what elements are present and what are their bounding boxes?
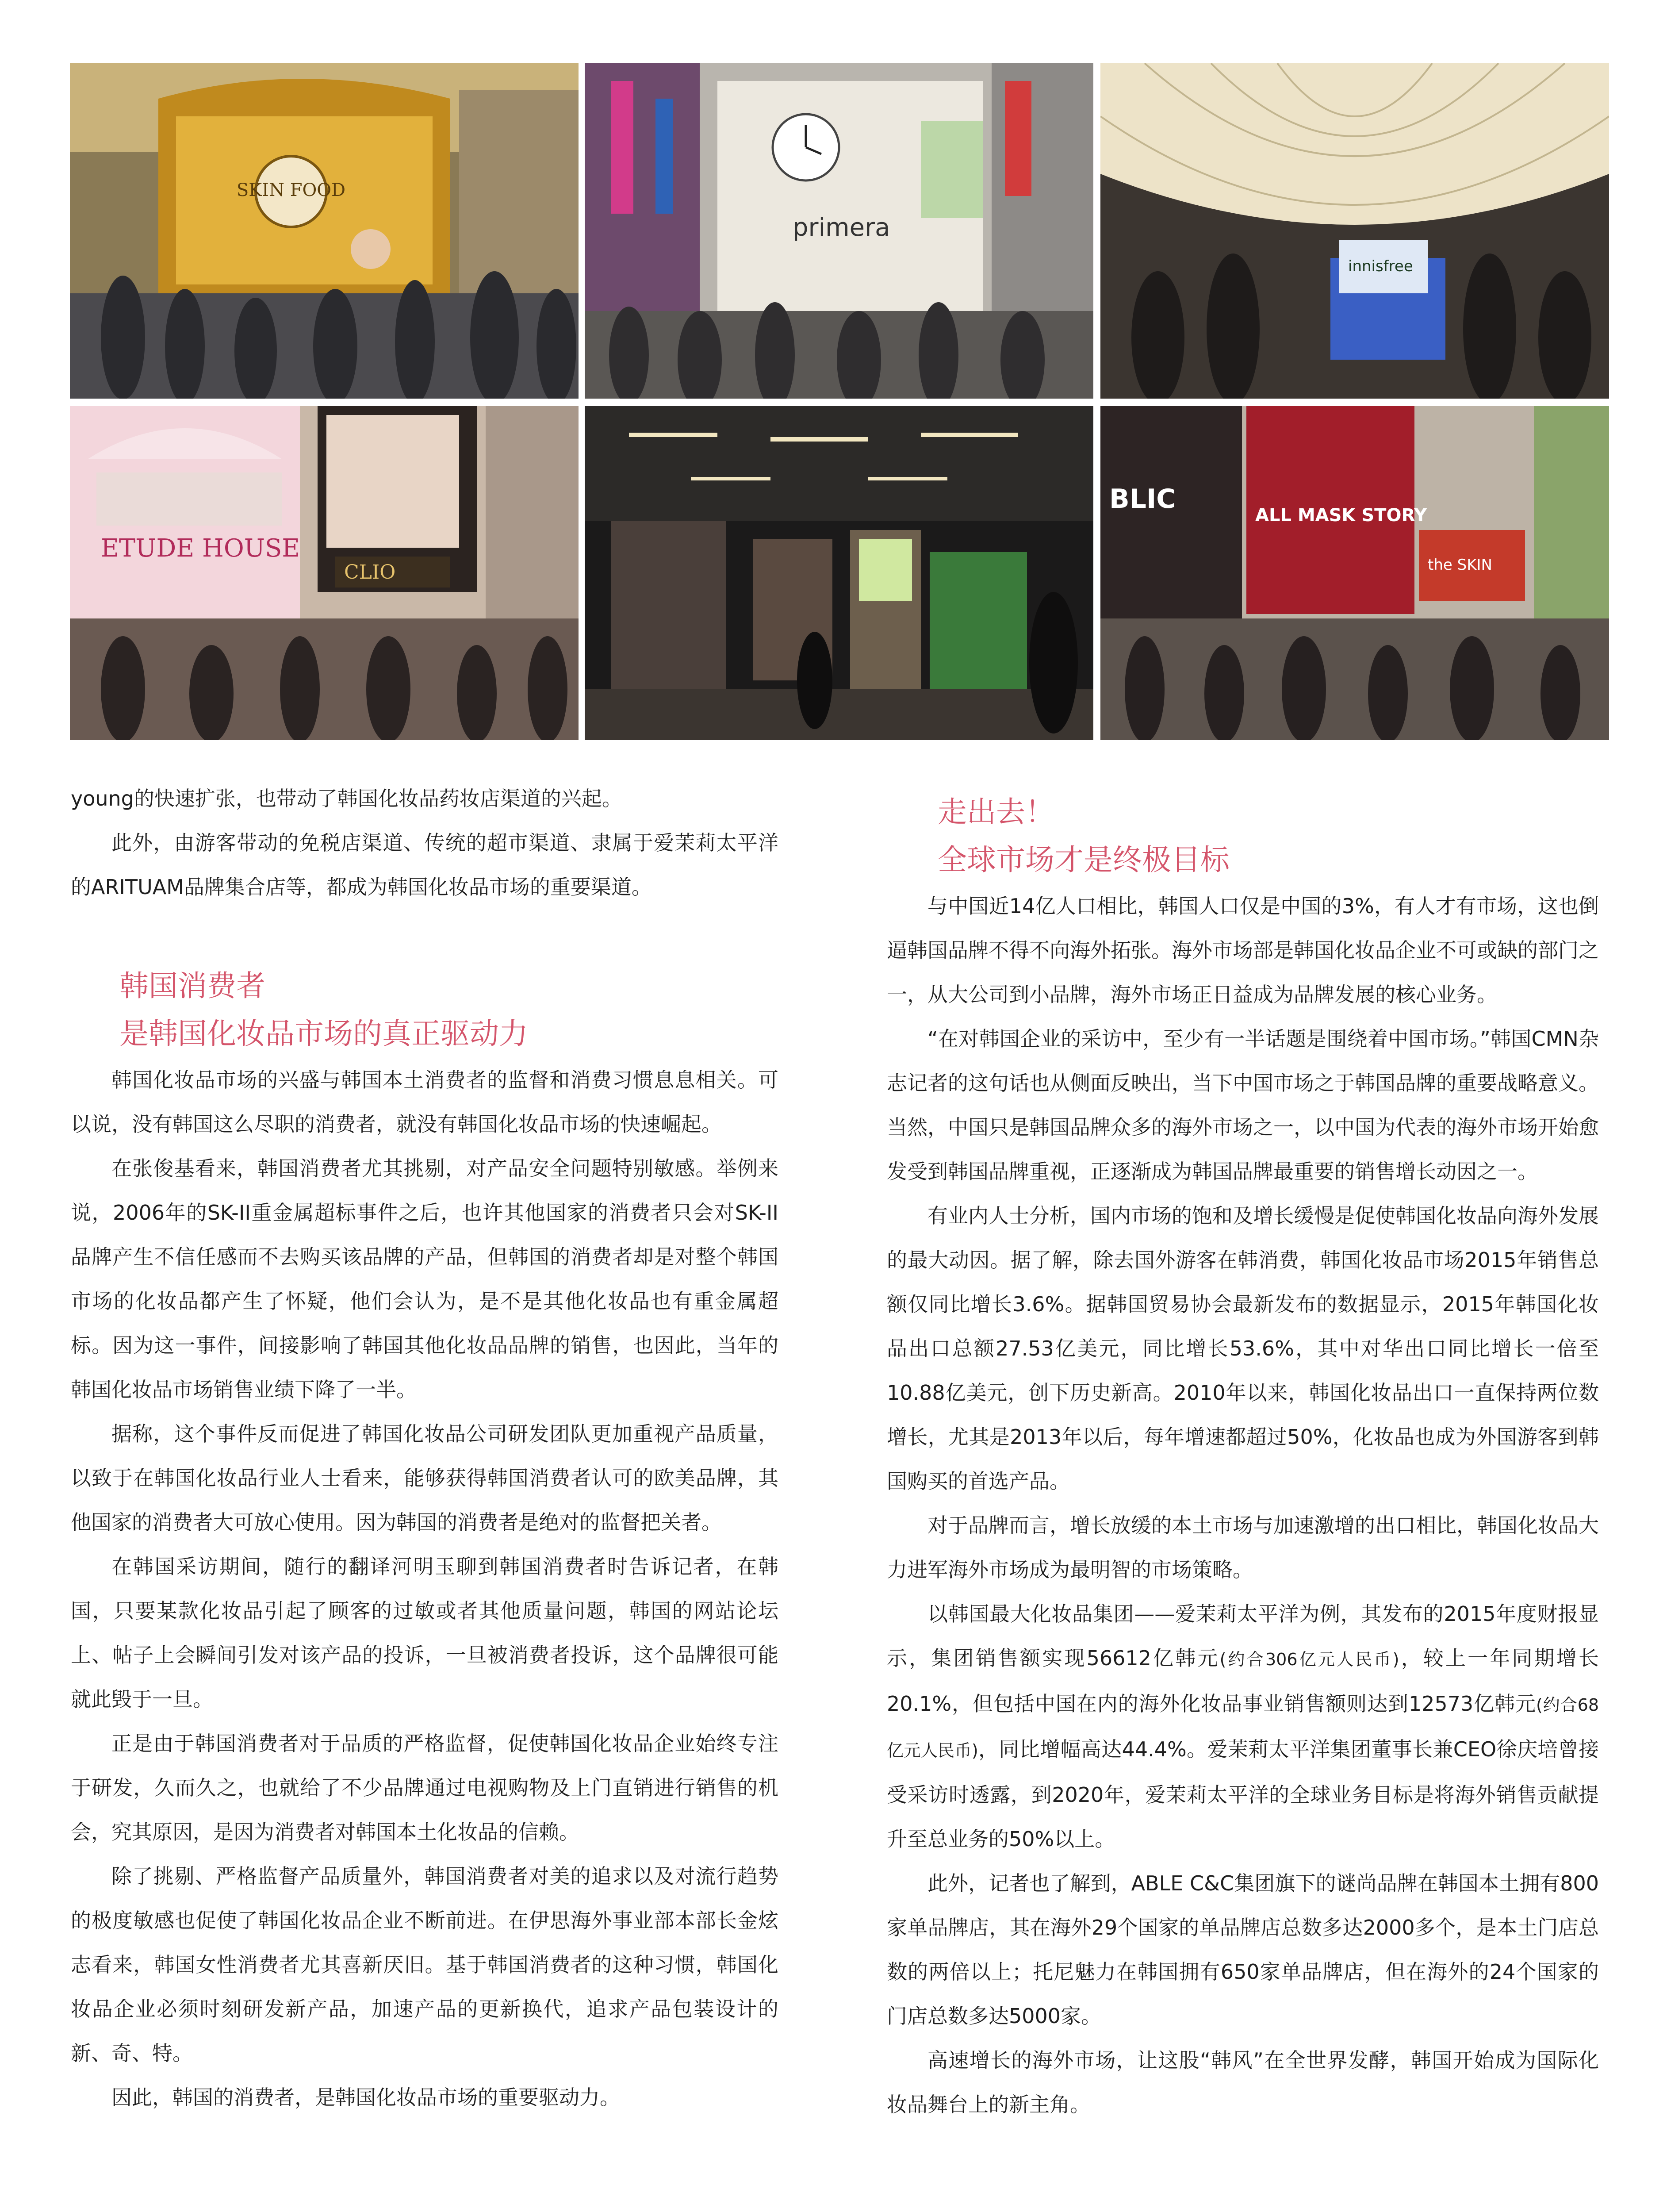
body-paragraph: 因此，韩国的消费者，是韩国化妆品市场的重要驱动力。 (111, 2085, 620, 2109)
innisfree-sign: innisfree (1348, 257, 1413, 275)
body-paragraph: young的快速扩张，也带动了韩国化妆品药妆店渠道的兴起。 (71, 787, 622, 810)
body-paragraph: 此外，记者也了解到，ABLE C&C集团旗下的谜尚品牌在韩国本土拥有800家单品牌店，其在海外29个国家的单品牌店总数多达2000多个，是本土门店总数的两倍以上；托尼魅力在韩国拥有650家单品牌店，但在海外的24个国家的门店总数多达5000家。 (887, 1871, 1599, 2028)
skinfood-sign: SKIN FOOD (236, 180, 346, 200)
photo-etude-house-street (70, 406, 579, 740)
body-paragraph: 对于品牌而言，增长放缓的本土市场与加速激增的出口相比，韩国化妆品大力进军海外市场成为最明智的市场策略。 (887, 1513, 1599, 1582)
photo-store-interior-aisles (585, 406, 1093, 740)
body-paragraph (887, 1592, 1599, 1861)
photo-skinfood-storefront (70, 63, 579, 399)
mask-story-sign: ALL MASK STORY (1255, 505, 1427, 526)
right-column (887, 788, 1599, 2127)
photo-mask-story-street (1100, 406, 1609, 740)
text-run-note: (约合68亿元人民币) (887, 1695, 1599, 1760)
body-paragraph: “在对韩国企业的采访中，至少有一半话题是围绕着中国市场。”韩国CMN杂志记者的这句话也从侧面反映出，当下中国市场之于韩国品牌的重要战略意义。当然，中国只是韩国品牌众多的海外市场之一，以中国为代表的海外市场开始愈发受到韩国品牌重视，正逐渐成为韩国品牌最重要的销售增长动因之一。 (887, 1027, 1599, 1183)
body-paragraph: 有业内人士分析，国内市场的饱和及增长缓慢是促使韩国化妆品向海外发展的最大动因。据了解，除去国外游客在韩消费，韩国化妆品市场2015年销售总额仅同比增长3.6%。据韩国贸易协会最新发布的数据显示，2015年韩国化妆品出口总额27.53亿美元，同比增长53.6%，其中对华出口同比增长一倍至10.88亿美元，创下历史新高。2010年以来，韩国化妆品出口一直保持两位数增长，尤其是2013年以后，每年增速都超过50%，化妆品也成为外国游客到韩国购买的首选产品。 (887, 1204, 1599, 1493)
section-heading: 韩国消费者 (119, 969, 265, 1003)
the-skin-sign: the SKIN (1428, 556, 1492, 574)
body-paragraph: 与中国近14亿人口相比，韩国人口仅是中国的3%，有人才有市场，这也倒逼韩国品牌不得不向海外拓张。海外市场部是韩国化妆品企业不可或缺的部门之一，从大公司到小品牌，海外市场正日益成为品牌发展的核心业务。 (887, 894, 1599, 1006)
body-paragraph: 除了挑剔、严格监督产品质量外，韩国消费者对美的追求以及对流行趋势的极度敏感也促使了韩国化妆品企业不断前进。在伊思海外事业部本部长金炫志看来，韩国女性消费者尤其喜新厌旧。基于韩国消费者的这种习惯，韩国化妆品企业必须时刻研发新产品，加速产品的更新换代，追求产品包装设计的新、奇、特。 (71, 1864, 778, 2065)
section-subheading: 是韩国化妆品市场的真正驱动力 (119, 1017, 528, 1051)
etude-house-sign: ETUDE HOUSE (101, 534, 300, 563)
body-paragraph: 在张俊基看来，韩国消费者尤其挑剔，对产品安全问题特别敏感。举例来说，2006年的SK-II重金属超标事件之后，也许其他国家的消费者只会对SK-II品牌产生不信任感而不去购买该品牌的产品，但韩国的消费者却是对整个韩国市场的化妆品都产生了怀疑，他们会认为，是不是其他化妆品也有重金属超标。因为这一事件，间接影响了韩国其他化妆品品牌的销售，也因此，当年的韩国化妆品市场销售业绩下降了一半。 (71, 1156, 778, 1402)
body-paragraph: 高速增长的海外市场，让这股“韩风”在全世界发酵，韩国开始成为国际化妆品舞台上的新主角。 (887, 2048, 1599, 2116)
text-run: ，同比增幅高达44.4%。爱茉莉太平洋集团董事长兼CEO徐庆培曾接受采访时透露，到2020年，爱茉莉太平洋的全球业务目标是将海外销售贡献提升至总业务的50%以上。 (887, 1737, 1599, 1851)
text-run: 以韩国最大化妆品集团——爱茉莉太平洋为例，其发布的2015年度财报显示，集团销售额实现56612亿韩元 (887, 1602, 1599, 1670)
section-subheading: 全球市场才是终极目标 (938, 843, 1230, 877)
photo-primera-storefront (585, 63, 1093, 399)
photo-innisfree-interior (1100, 63, 1609, 399)
body-paragraph: 据称，这个事件反而促进了韩国化妆品公司研发团队更加重视产品质量，以致于在韩国化妆品行业人士看来，能够获得韩国消费者认可的欧美品牌，其他国家的消费者大可放心使用。因为韩国的消费者是绝对的监督把关者。 (71, 1422, 778, 1534)
body-paragraph: 此外，由游客带动的免税店渠道、传统的超市渠道、隶属于爱茉莉太平洋的ARITUAM品牌集合店等，都成为韩国化妆品市场的重要渠道。 (71, 831, 778, 899)
body-paragraph: 在韩国采访期间，随行的翻译河明玉聊到韩国消费者时告诉记者，在韩国，只要某款化妆品引起了顾客的过敏或者其他质量问题，韩国的网站论坛上、帖子上会瞬间引发对该产品的投诉，一旦被消费者投诉，这个品牌很可能就此毁于一旦。 (71, 1555, 778, 1711)
text-run: ，较上一年同期增长20.1%，但包括中国在内的海外化妆品事业销售额则达到12573亿韩元 (887, 1646, 1599, 1716)
left-column (71, 776, 778, 2120)
clio-sign: CLIO (344, 561, 396, 584)
primera-sign: primera (793, 213, 890, 242)
body-paragraph: 韩国化妆品市场的兴盛与韩国本土消费者的监督和消费习惯息息相关。可以说，没有韩国这么尽职的消费者，就没有韩国化妆品市场的快速崛起。 (71, 1068, 778, 1136)
section-heading: 走出去！ (938, 795, 1054, 829)
svg-text:BLIC: BLIC (1109, 484, 1176, 515)
text-run-note: (约合306亿元人民币) (1219, 1650, 1399, 1669)
body-paragraph: 正是由于韩国消费者对于品质的严格监督，促使韩国化妆品企业始终专注于研发，久而久之，也就给了不少品牌通过电视购物及上门直销进行销售的机会，究其原因，是因为消费者对韩国本土化妆品的信赖。 (71, 1732, 778, 1844)
